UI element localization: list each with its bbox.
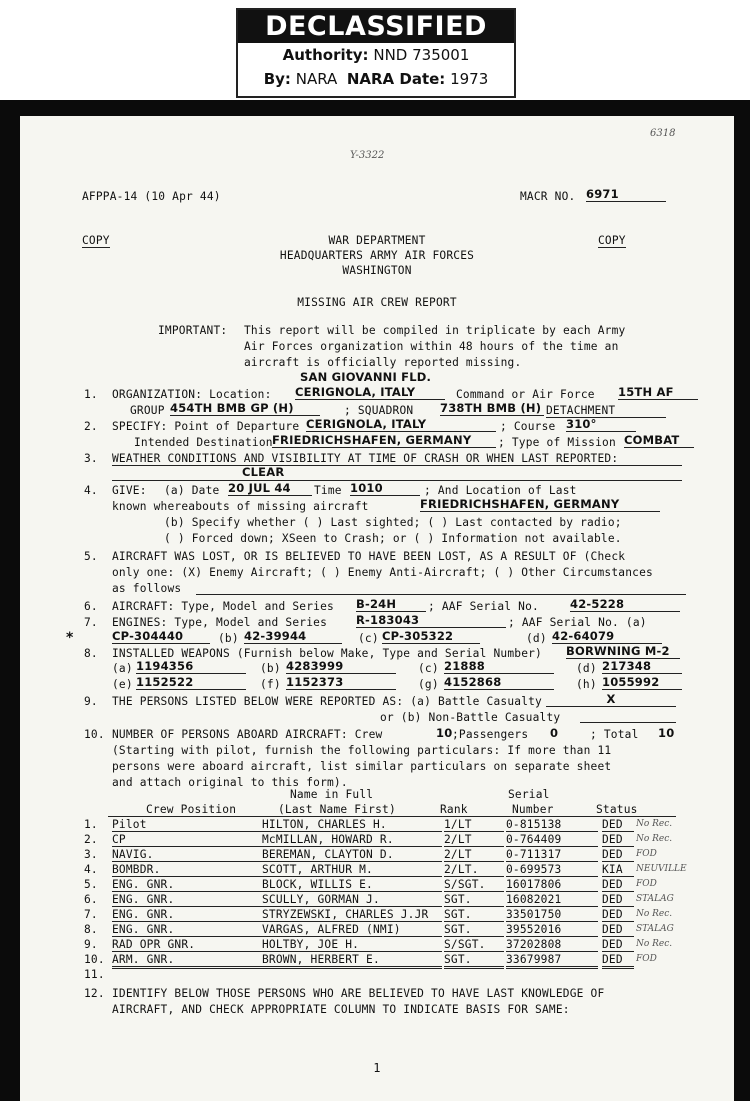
header-serial: Number: [512, 803, 554, 816]
stamp-title: DECLASSIFIED: [238, 10, 514, 43]
total-count: 10: [658, 726, 675, 740]
weather-label: WEATHER CONDITIONS AND VISIBILITY AT TIME OF CRASH OR WHEN LAST REPORTED:: [112, 452, 682, 466]
crew-name-cell: VARGAS, ALFRED (NMI): [262, 923, 442, 937]
crew-status-cell: DED: [602, 833, 634, 847]
crew-note-cell: No Rec.: [636, 909, 673, 919]
header-name: (Last Name First): [278, 803, 396, 816]
crew-serial-cell: 0-764409: [506, 833, 598, 847]
crew-n-cell: 6.: [84, 893, 98, 906]
give-time: 1010: [350, 482, 420, 496]
crew-serial-cell: 0-815138: [506, 818, 598, 832]
number-label: NUMBER OF PERSONS ABOARD AIRCRAFT: Crew: [112, 728, 383, 741]
give-b-line: (b) Specify whether ( ) Last sighted; ( ) Last contacted by radio;: [164, 516, 622, 529]
crew-rank-cell: S/SGT.: [444, 938, 504, 952]
engines-label: ENGINES: Type, Model and Series: [112, 616, 327, 629]
weapon-serial-f-label: (f): [260, 678, 281, 691]
crew-serial-cell: 39552016: [506, 923, 598, 937]
crew-note-cell: STALAG: [636, 924, 674, 934]
crew-note-cell: NEUVILLE: [636, 864, 687, 874]
lost-line-2: only one: (X) Enemy Aircraft; ( ) Enemy Anti-Aircraft; ( ) Other Circumstances: [112, 566, 653, 579]
aircraft-model: B-24H: [356, 598, 426, 612]
specify-label: SPECIFY: Point of Departure: [112, 420, 300, 433]
stamp-authority: Authority: NND 735001: [282, 46, 470, 64]
declassified-stamp: [236, 8, 516, 98]
detachment-label: DETACHMENT: [546, 404, 666, 418]
weapon-serial-c-label: (c): [418, 662, 439, 675]
weapon-serial-g-label: (g): [418, 678, 439, 691]
crew-serial-cell: [506, 968, 598, 969]
handwritten-annotation: 6318: [650, 128, 676, 139]
give-date-label: (a) Date: [164, 484, 220, 497]
number-line-2: (Starting with pilot, furnish the following particulars: If more than 11: [112, 744, 612, 757]
weather-rule: [112, 480, 682, 481]
item-number: 9.: [84, 695, 98, 708]
crew-note-cell: FOD: [636, 954, 657, 964]
non-battle-rule: [580, 722, 676, 723]
known-value: FRIEDRICHSHAFEN, GERMANY: [420, 498, 660, 512]
weapon-serial-c: 21888: [444, 660, 554, 674]
crew-status-cell: [602, 968, 634, 969]
crew-serial-cell: 0-711317: [506, 848, 598, 862]
give-label: GIVE:: [112, 484, 147, 497]
group-label: GROUP: [130, 404, 165, 417]
crew-name-cell: BEREMAN, CLAYTON D.: [262, 848, 442, 862]
crew-note-cell: No Rec.: [636, 939, 673, 949]
engine-serial-c: CP-305322: [382, 630, 480, 644]
mission-label: ; Type of Mission: [498, 436, 616, 449]
form-id: AFPPA-14 (10 Apr 44): [82, 190, 221, 203]
crew-rank-cell: 2/LT: [444, 848, 504, 862]
item-number: 12.: [84, 987, 105, 1000]
crew-note-cell: No Rec.: [636, 834, 673, 844]
engine-serial-b-label: (b): [218, 632, 239, 645]
weapon-serial-e-label: (e): [112, 678, 133, 691]
crew-count: 10: [436, 726, 453, 740]
crew-note-cell: No Rec.: [636, 819, 673, 829]
crew-position-cell: ENG. GNR.: [112, 878, 262, 892]
crew-position-cell: BOMBDR.: [112, 863, 262, 877]
crew-name-cell: BLOCK, WILLIS E.: [262, 878, 442, 892]
crew-position-cell: Pilot: [112, 818, 262, 832]
give-time-label: Time: [314, 484, 342, 497]
crew-rank-cell: 1/LT: [444, 818, 504, 832]
crew-status-cell: DED: [602, 923, 634, 937]
identify-line-2: AIRCRAFT, AND CHECK APPROPRIATE COLUMN TO INDICATE BASIS FOR SAME:: [112, 1003, 570, 1016]
group-value: 454TH BMB GP (H): [170, 402, 320, 416]
dept-line-2: HEADQUARTERS ARMY AIR FORCES: [279, 249, 475, 262]
macr-number: 6971: [586, 188, 666, 202]
passenger-count: 0: [550, 726, 559, 740]
engines-serial-label: ; AAF Serial No. (a): [508, 616, 647, 629]
number-line-4: and attach original to this form).: [112, 776, 348, 789]
crew-name-cell: McMILLAN, HOWARD R.: [262, 833, 442, 847]
location-note: SAN GIOVANNI FLD.: [300, 370, 432, 384]
scanned-sheet: [0, 100, 750, 1101]
important-line-2: Air Forces organization within 48 hours of the time an: [244, 340, 619, 353]
give-date: 20 JUL 44: [228, 482, 312, 496]
crew-n-cell: 5.: [84, 878, 98, 891]
crew-rank-cell: [444, 968, 504, 969]
crew-serial-cell: 16017806: [506, 878, 598, 892]
crew-n-cell: 10.: [84, 953, 105, 966]
crew-status-cell: DED: [602, 878, 634, 892]
crew-status-cell: DED: [602, 893, 634, 907]
identify-line-1: IDENTIFY BELOW THOSE PERSONS WHO ARE BELIEVED TO HAVE LAST KNOWLEDGE OF: [112, 987, 605, 1000]
lost-line-3: as follows: [112, 582, 182, 595]
engine-serial-d: 42-64079: [552, 630, 662, 644]
crew-position-cell: ENG. GNR.: [112, 923, 262, 937]
engines-model: R-183043: [356, 614, 506, 628]
engine-serial-d-label: (d): [526, 632, 547, 645]
crew-n-cell: 2.: [84, 833, 98, 846]
engine-serial-b: 42-39944: [244, 630, 342, 644]
header-serial-top: Serial: [508, 788, 550, 801]
crew-note-cell: FOD: [636, 849, 657, 859]
weapon-serial-f: 1152373: [286, 676, 396, 690]
destination-label: Intended Destination: [134, 436, 273, 449]
weapon-serial-d: 217348: [602, 660, 682, 674]
crew-rank-cell: SGT.: [444, 893, 504, 907]
handwritten-annotation: Y-3322: [350, 150, 385, 161]
item-number: 8.: [84, 647, 98, 660]
crew-position-cell: RAD OPR GNR.: [112, 938, 262, 952]
copy-left: COPY: [82, 234, 110, 247]
crew-serial-cell: 0-699573: [506, 863, 598, 877]
persons-label: THE PERSONS LISTED BELOW WERE REPORTED AS: (a) Battle Casualty: [112, 695, 542, 708]
crew-position-cell: NAVIG.: [112, 848, 262, 862]
command-label: Command or Air Force: [456, 388, 595, 401]
squadron-value: 738TH BMB (H): [440, 402, 544, 416]
weapon-serial-b: 4283999: [286, 660, 396, 674]
report-page: [20, 116, 734, 1101]
crew-n-cell: 7.: [84, 908, 98, 921]
battle-casualty-mark: X: [546, 693, 676, 707]
crew-n-cell: 11.: [84, 968, 105, 981]
item-number: 3.: [84, 452, 98, 465]
org-location: CERIGNOLA, ITALY: [295, 386, 445, 400]
non-battle-label: or (b) Non-Battle Casualty: [380, 711, 561, 724]
crew-name-cell: SCOTT, ARTHUR M.: [262, 863, 442, 877]
crew-note-cell: STALAG: [636, 894, 674, 904]
crew-name-cell: HILTON, CHARLES H.: [262, 818, 442, 832]
crew-n-cell: 1.: [84, 818, 98, 831]
crew-rank-cell: 2/LT.: [444, 863, 504, 877]
important-label: IMPORTANT:: [158, 324, 228, 337]
crew-status-cell: KIA: [602, 863, 634, 877]
macr-label: MACR NO.: [520, 190, 576, 203]
crew-position-cell: CP: [112, 833, 262, 847]
weapons-label: INSTALLED WEAPONS (Furnish below Make, Type and Serial Number): [112, 647, 542, 660]
crew-name-cell: SCULLY, GORMAN J.: [262, 893, 442, 907]
weapon-serial-e: 1152522: [136, 676, 246, 690]
weapons-make: BORWNING M-2: [566, 645, 680, 659]
aircraft-serial-label: ; AAF Serial No.: [428, 600, 539, 613]
item-number: 7.: [84, 616, 98, 629]
important-line-1: This report will be compiled in triplicate by each Army: [244, 324, 626, 337]
lost-rule: [196, 594, 686, 595]
destination-value: FRIEDRICHSHAFEN, GERMANY: [272, 434, 496, 448]
item-number: 10.: [84, 728, 105, 741]
crew-status-cell: DED: [602, 848, 634, 862]
crew-serial-cell: 33679987: [506, 953, 598, 967]
crew-position-cell: ENG. GNR.: [112, 893, 262, 907]
dept-line-1: WAR DEPARTMENT: [328, 234, 426, 247]
weapon-serial-a-label: (a): [112, 662, 133, 675]
header-rule: [108, 816, 676, 817]
aircraft-label: AIRCRAFT: Type, Model and Series: [112, 600, 334, 613]
crew-rank-cell: SGT.: [444, 908, 504, 922]
important-line-3: aircraft is officially reported missing.: [244, 356, 522, 369]
org-label: ORGANIZATION: Location:: [112, 388, 272, 401]
aircraft-serial: 42-5228: [570, 598, 680, 612]
crew-n-cell: 8.: [84, 923, 98, 936]
course-label: ; Course: [500, 420, 556, 433]
mission-value: COMBAT: [624, 434, 694, 448]
crew-name-cell: BROWN, HERBERT E.: [262, 953, 442, 967]
header-name-top: Name in Full: [290, 788, 374, 801]
item-number: 1.: [84, 388, 98, 401]
command-value: 15TH AF: [618, 386, 698, 400]
weapon-serial-h: 1055992: [602, 676, 682, 690]
crew-rank-cell: SGT.: [444, 923, 504, 937]
departure-value: CERIGNOLA, ITALY: [306, 418, 496, 432]
passengers-label: ;Passengers: [452, 728, 529, 741]
crew-position-cell: ARM. GNR.: [112, 953, 262, 967]
stamp-by: By: NARA NARA Date: 1973: [263, 70, 489, 88]
crew-status-cell: DED: [602, 953, 634, 967]
squadron-label: ; SQUADRON: [344, 404, 414, 417]
crew-serial-cell: 33501750: [506, 908, 598, 922]
crew-n-cell: 9.: [84, 938, 98, 951]
crew-status-cell: DED: [602, 938, 634, 952]
weapon-serial-a: 1194356: [136, 660, 246, 674]
engine-serial-c-label: (c): [358, 632, 379, 645]
crew-name-cell: [262, 968, 442, 969]
weapon-serial-h-label: (h): [576, 678, 597, 691]
crew-serial-cell: 16082021: [506, 893, 598, 907]
weapon-serial-d-label: (d): [576, 662, 597, 675]
total-label: ; Total: [590, 728, 639, 741]
give-location-label: ; And Location of Last: [424, 484, 577, 497]
report-title: MISSING AIR CREW REPORT: [297, 296, 457, 309]
item-number: 4.: [84, 484, 98, 497]
crew-name-cell: STRYZEWSKI, CHARLES J.JR: [262, 908, 442, 922]
page-number: 1: [373, 1061, 381, 1075]
course-value: 310°: [566, 418, 636, 432]
crew-n-cell: 4.: [84, 863, 98, 876]
item-number: 2.: [84, 420, 98, 433]
give-c-line: ( ) Forced down; XSeen to Crash; or ( ) Information not available.: [164, 532, 622, 545]
engine-serial-a: CP-304440: [112, 630, 210, 644]
dept-line-3: WASHINGTON: [342, 264, 412, 277]
crew-name-cell: HOLTBY, JOE H.: [262, 938, 442, 952]
crew-status-cell: DED: [602, 908, 634, 922]
header-position: Crew Position: [146, 803, 237, 816]
item-number: 6.: [84, 600, 98, 613]
header-rank: Rank: [440, 803, 468, 816]
copy-right: COPY: [598, 234, 626, 247]
header-status: Status: [596, 803, 638, 816]
asterisk-mark: *: [66, 630, 74, 646]
number-line-3: persons were aboard aircraft, list similar particulars on separate sheet: [112, 760, 612, 773]
weapon-serial-b-label: (b): [260, 662, 281, 675]
crew-rank-cell: 2/LT: [444, 833, 504, 847]
lost-line-1: AIRCRAFT WAS LOST, OR IS BELIEVED TO HAVE BEEN LOST, AS A RESULT OF (Check: [112, 550, 626, 563]
crew-note-cell: FOD: [636, 879, 657, 889]
known-label: known whereabouts of missing aircraft: [112, 500, 369, 513]
crew-position-cell: ENG. GNR.: [112, 908, 262, 922]
weather-value: CLEAR: [242, 465, 285, 479]
crew-rank-cell: S/SGT.: [444, 878, 504, 892]
item-number: 5.: [84, 550, 98, 563]
crew-rank-cell: SGT.: [444, 953, 504, 967]
crew-status-cell: DED: [602, 818, 634, 832]
crew-n-cell: 3.: [84, 848, 98, 861]
weapon-serial-g: 4152868: [444, 676, 554, 690]
crew-serial-cell: 37202808: [506, 938, 598, 952]
crew-position-cell: [112, 968, 262, 969]
